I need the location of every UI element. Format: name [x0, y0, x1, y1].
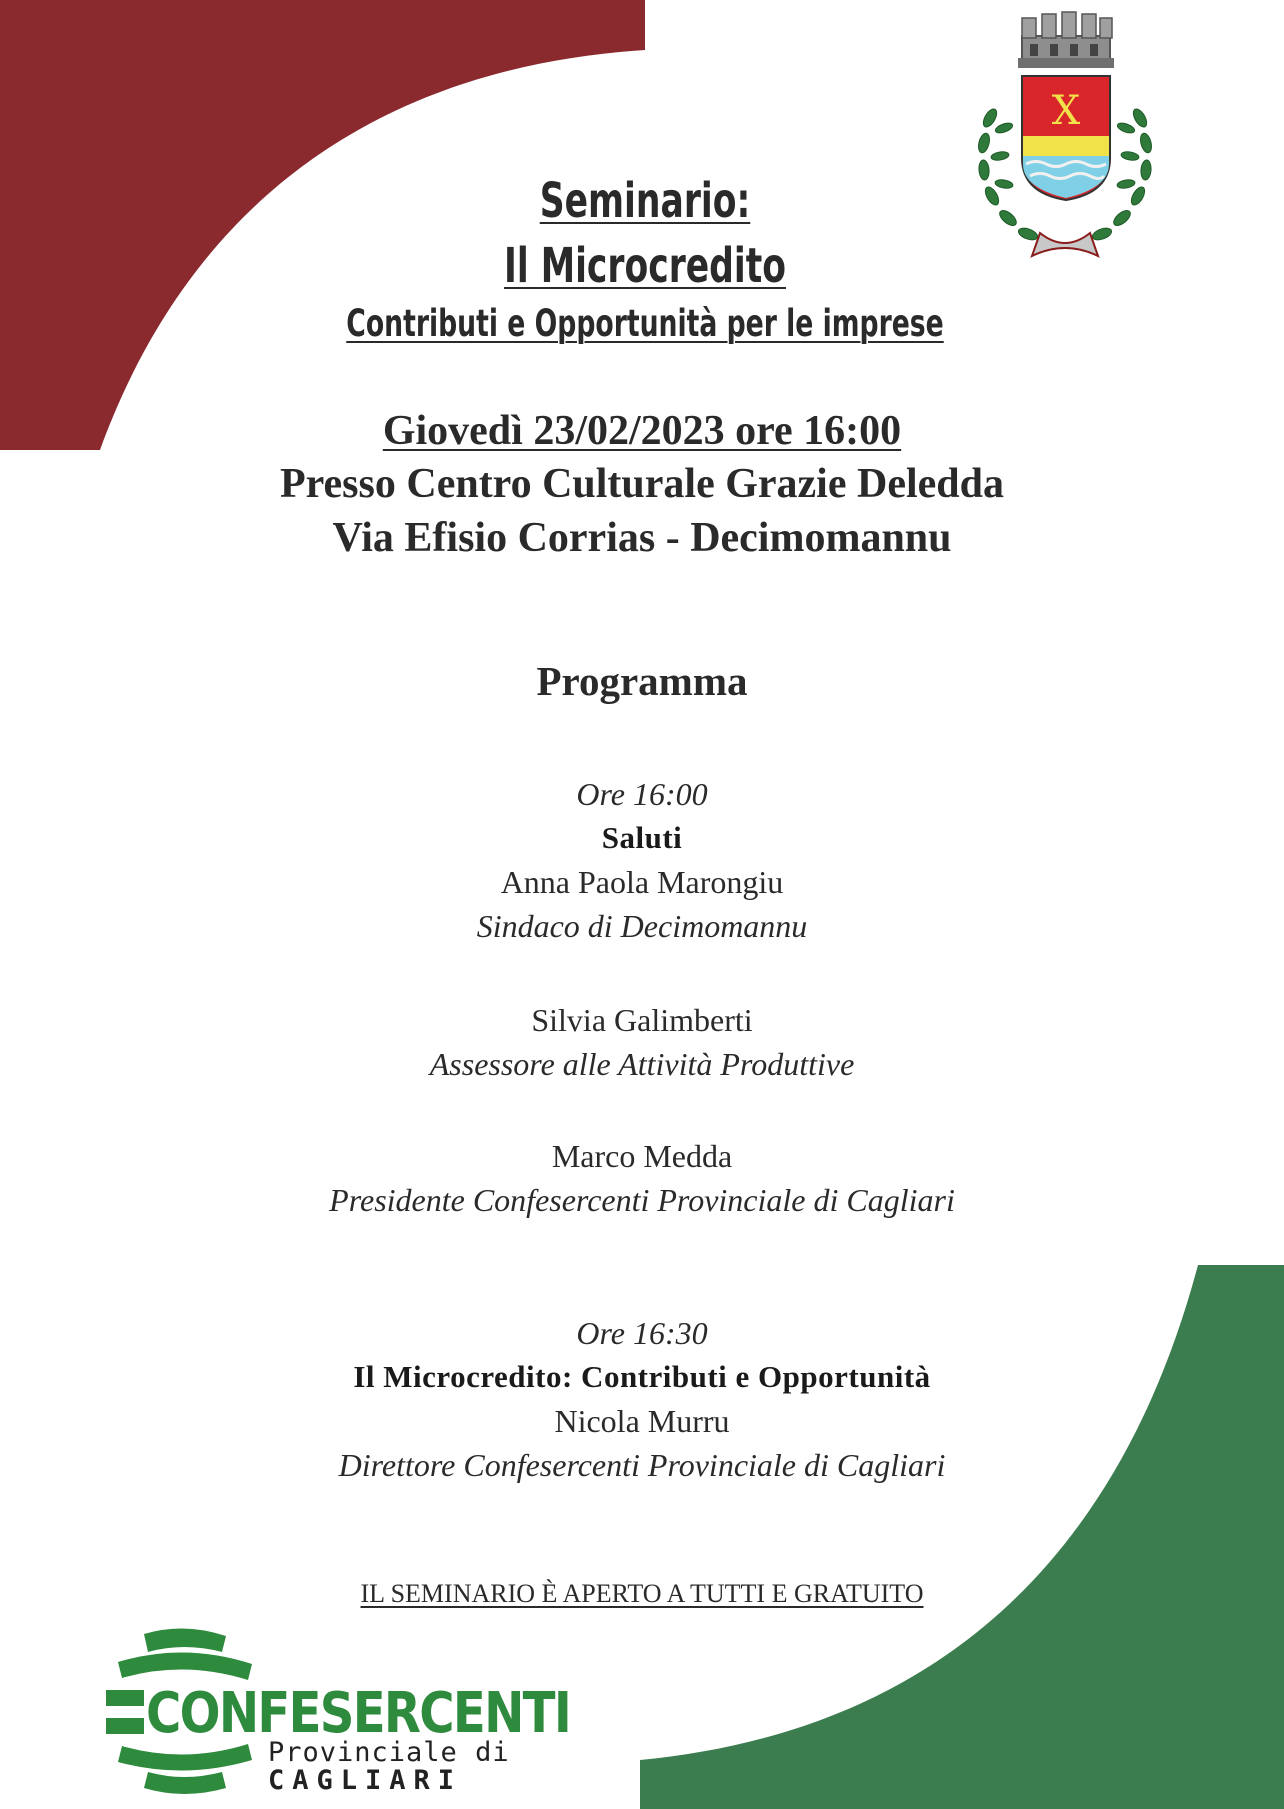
program-heading: Programma [536, 658, 748, 704]
speaker-name: Nicola Murru [554, 1403, 730, 1439]
seminar-title: Seminario: [539, 173, 751, 229]
speaker-name: Anna Paola Marongiu [500, 864, 784, 900]
speaker-name: Marco Medda [551, 1138, 733, 1174]
seminar-subtitle: Il Microcredito [503, 238, 787, 294]
logo-wordmark: CONFESERCENTI [146, 1681, 571, 1746]
speaker-name: Silvia Galimberti [531, 1002, 753, 1038]
event-date-time: Giovedì 23/02/2023 ore 16:00 [382, 408, 902, 454]
speaker-role: Sindaco di Decimomannu [476, 908, 808, 944]
seminar-tagline: Contributi e Opportunità per le imprese [346, 302, 944, 345]
municipal-coat-of-arms-icon [960, 8, 1170, 278]
logo-city: CAGLIARI [268, 1765, 463, 1796]
speaker-role: Presidente Confesercenti Provinciale di Cagliari [329, 1182, 955, 1218]
event-address: Via Efisio Corrias - Decimomannu [332, 515, 952, 561]
svg-text:X: X [1051, 88, 1081, 134]
event-venue: Presso Centro Culturale Grazie Deledda [280, 461, 1004, 507]
program-session [0, 1311, 1284, 1487]
program-speaker [0, 1134, 1284, 1222]
confesercenti-logo [100, 1628, 571, 1796]
session-title: Il Microcredito: Contributi e Opportunità [353, 1359, 931, 1394]
session-time: Ore 16:00 [576, 776, 708, 812]
session-time: Ore 16:30 [576, 1315, 708, 1351]
logo-subtitle: Provinciale di [268, 1737, 510, 1768]
program-speaker [0, 998, 1284, 1086]
free-admission-note: IL SEMINARIO È APERTO A TUTTI E GRATUITO [360, 1579, 924, 1608]
session-title: Saluti [601, 820, 683, 855]
program-session [0, 772, 1284, 948]
speaker-role: Direttore Confesercenti Provinciale di Cagliari [338, 1447, 946, 1483]
speaker-role: Assessore alle Attività Produttive [429, 1046, 855, 1082]
